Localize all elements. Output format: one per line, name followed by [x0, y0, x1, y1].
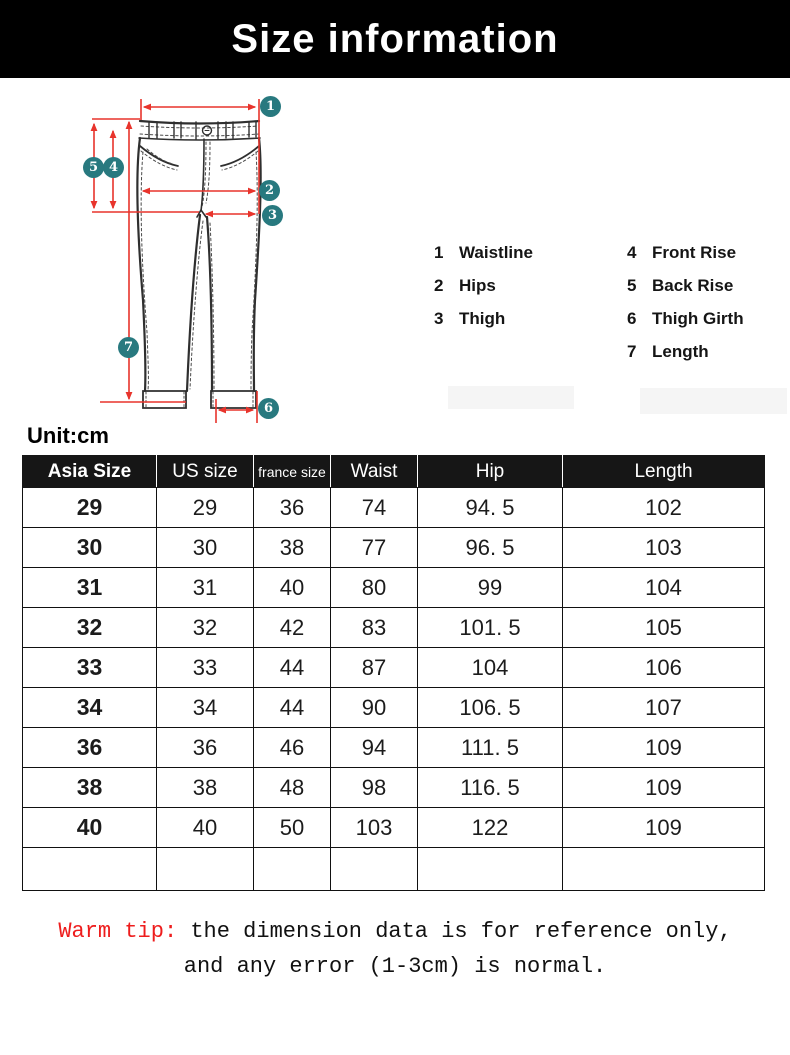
table-row — [23, 808, 765, 848]
table-cell: 104 — [563, 568, 765, 608]
legend-label: Thigh — [459, 309, 506, 328]
col-header-france-size: france size — [254, 456, 331, 488]
table-cell: 36 — [254, 488, 331, 528]
warm-tip-line1 — [0, 914, 790, 949]
warm-tip-text1: the dimension data is for reference only, — [177, 919, 732, 944]
table-row — [23, 688, 765, 728]
page-title: Size information — [231, 16, 559, 61]
table-cell: 80 — [331, 568, 418, 608]
table-cell: 33 — [157, 648, 254, 688]
table-cell: 102 — [563, 488, 765, 528]
table-cell: 101. 5 — [418, 608, 563, 648]
table-cell: 90 — [331, 688, 418, 728]
table-cell: 36 — [23, 728, 157, 768]
table-cell — [418, 848, 563, 891]
legend-label: Front Rise — [652, 243, 737, 262]
table-row — [23, 568, 765, 608]
measure-badge-7: 7 — [118, 337, 139, 358]
table-cell: 107 — [563, 688, 765, 728]
warm-tip-label: Warm tip: — [58, 919, 178, 944]
table-cell: 30 — [23, 528, 157, 568]
table-cell: 42 — [254, 608, 331, 648]
col-header-waist: Waist — [331, 456, 418, 488]
measurement-guides — [92, 99, 259, 423]
table-cell: 94. 5 — [418, 488, 563, 528]
table-cell: 38 — [157, 768, 254, 808]
legend-num: 4 — [627, 243, 637, 262]
measure-badge-1: 1 — [260, 96, 281, 117]
pants-outline — [137, 121, 260, 408]
size-table-body — [23, 488, 765, 891]
table-cell: 103 — [563, 528, 765, 568]
table-cell: 74 — [331, 488, 418, 528]
table-cell: 106. 5 — [418, 688, 563, 728]
table-row — [23, 608, 765, 648]
table-cell: 122 — [418, 808, 563, 848]
table-cell: 44 — [254, 688, 331, 728]
table-cell: 83 — [331, 608, 418, 648]
table-cell: 36 — [157, 728, 254, 768]
table-cell: 34 — [157, 688, 254, 728]
table-cell: 99 — [418, 568, 563, 608]
col-header-length: Length — [563, 456, 765, 488]
table-cell — [563, 848, 765, 891]
watermark-ghost — [640, 388, 787, 414]
legend-item-hips — [434, 276, 496, 296]
legend-num: 7 — [627, 342, 637, 361]
measure-badge-2: 2 — [259, 180, 280, 201]
legend-label: Back Rise — [652, 276, 734, 295]
table-cell: 94 — [331, 728, 418, 768]
table-header-row — [23, 456, 765, 488]
legend-item-thigh-girth — [627, 309, 744, 329]
col-header-asia-size: Asia Size — [23, 456, 157, 488]
table-cell: 31 — [157, 568, 254, 608]
legend-label: Waistline — [459, 243, 533, 262]
table-cell: 109 — [563, 768, 765, 808]
table-cell: 111. 5 — [418, 728, 563, 768]
size-table — [22, 455, 765, 891]
table-cell: 96. 5 — [418, 528, 563, 568]
measure-badge-3: 3 — [262, 205, 283, 226]
col-header-hip: Hip — [418, 456, 563, 488]
legend-item-back-rise — [627, 276, 733, 296]
col-header-us-size: US size — [157, 456, 254, 488]
legend-label: Length — [652, 342, 709, 361]
table-cell: 44 — [254, 648, 331, 688]
warm-tip — [0, 914, 790, 984]
watermark-ghost — [448, 386, 574, 409]
table-cell: 106 — [563, 648, 765, 688]
table-row — [23, 768, 765, 808]
unit-label: Unit:cm — [27, 423, 109, 448]
legend-label: Thigh Girth — [652, 309, 744, 328]
table-cell: 38 — [254, 528, 331, 568]
table-row — [23, 648, 765, 688]
table-cell: 116. 5 — [418, 768, 563, 808]
legend-item-front-rise — [627, 243, 736, 263]
table-cell — [254, 848, 331, 891]
table-cell: 87 — [331, 648, 418, 688]
legend-num: 6 — [627, 309, 637, 328]
table-cell: 30 — [157, 528, 254, 568]
table-cell: 29 — [157, 488, 254, 528]
legend-num: 2 — [434, 276, 444, 295]
table-cell — [23, 848, 157, 891]
warm-tip-line2: and any error (1-3cm) is normal. — [183, 954, 607, 979]
table-cell: 109 — [563, 728, 765, 768]
measurement-arrows — [94, 107, 255, 410]
table-cell: 77 — [331, 528, 418, 568]
table-cell: 98 — [331, 768, 418, 808]
table-cell: 46 — [254, 728, 331, 768]
legend-item-thigh — [434, 309, 505, 329]
table-cell: 40 — [254, 568, 331, 608]
table-cell: 105 — [563, 608, 765, 648]
legend-item-waistline — [434, 243, 533, 263]
measure-badge-5: 5 — [83, 157, 104, 178]
table-cell: 40 — [157, 808, 254, 848]
table-cell: 34 — [23, 688, 157, 728]
legend-item-length — [627, 342, 709, 362]
table-row — [23, 848, 765, 891]
legend-num: 5 — [627, 276, 637, 295]
table-cell: 48 — [254, 768, 331, 808]
measure-badge-6: 6 — [258, 398, 279, 419]
header-bar — [0, 0, 790, 78]
table-cell: 40 — [23, 808, 157, 848]
table-cell: 104 — [418, 648, 563, 688]
table-cell: 109 — [563, 808, 765, 848]
legend-label: Hips — [459, 276, 496, 295]
table-cell: 33 — [23, 648, 157, 688]
table-cell: 29 — [23, 488, 157, 528]
table-cell — [331, 848, 418, 891]
table-row — [23, 528, 765, 568]
table-cell: 38 — [23, 768, 157, 808]
table-cell: 103 — [331, 808, 418, 848]
legend-num: 3 — [434, 309, 444, 328]
table-cell: 50 — [254, 808, 331, 848]
table-row — [23, 488, 765, 528]
table-cell: 32 — [23, 608, 157, 648]
table-cell: 31 — [23, 568, 157, 608]
legend-num: 1 — [434, 243, 444, 262]
table-cell — [157, 848, 254, 891]
measure-badge-4: 4 — [103, 157, 124, 178]
table-row — [23, 728, 765, 768]
table-cell: 32 — [157, 608, 254, 648]
